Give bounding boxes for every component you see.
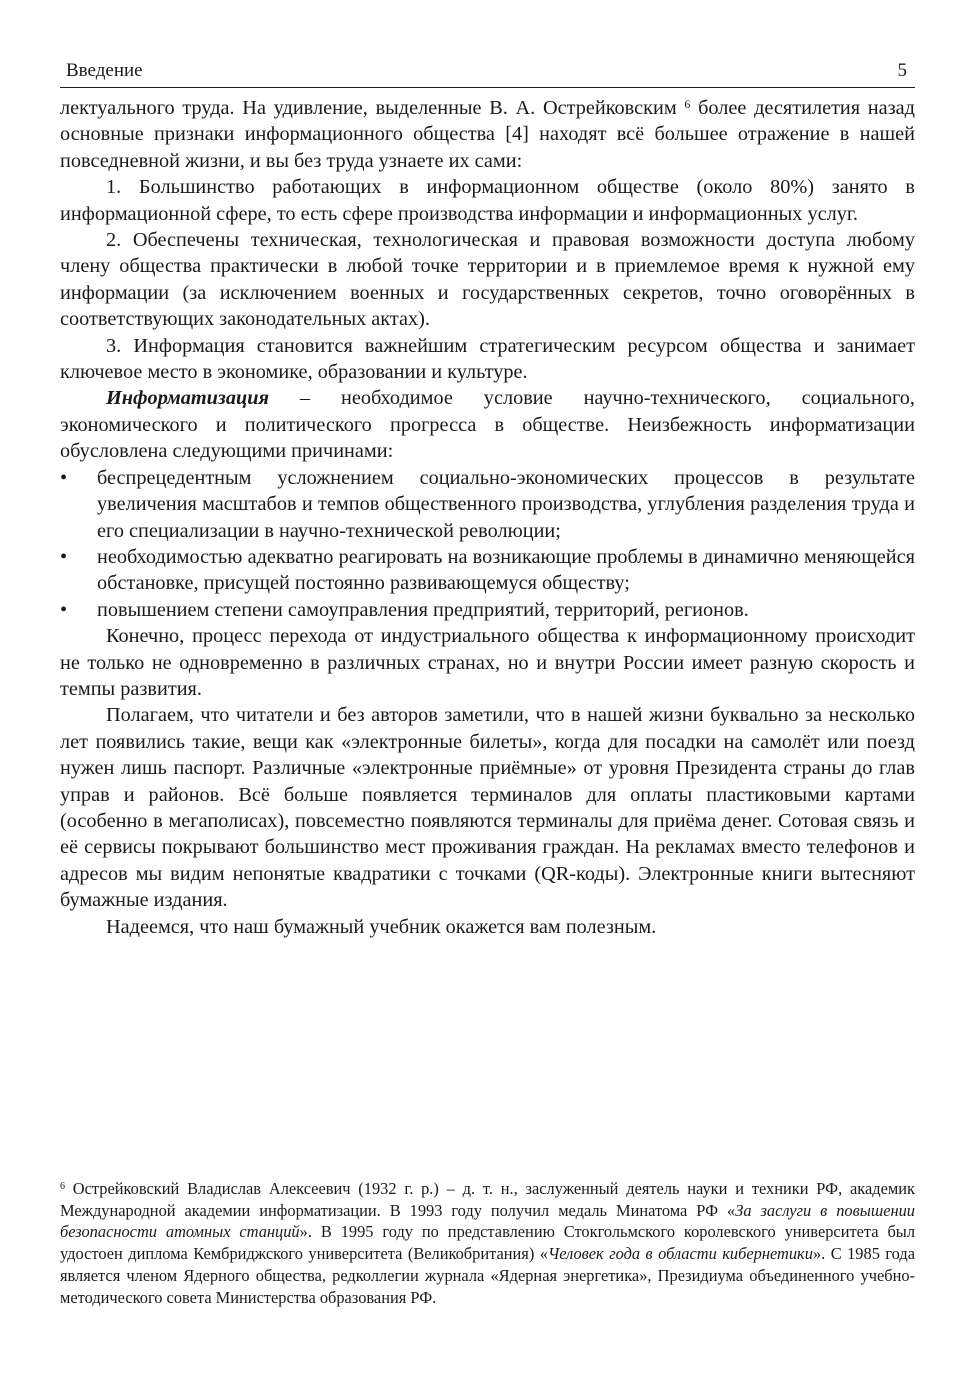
main-text: [60, 95, 915, 940]
intro-text-cont: более десятилетия назад основные признаки информационного общества [4] находят всё большее отражение в нашей повседневной жизни, и вы без труда узнаете их сами:: [60, 97, 915, 172]
list-item: [60, 544, 915, 597]
bullet-icon: •: [60, 598, 68, 621]
bullet-icon: •: [60, 545, 68, 568]
numbered-item-3: 3. Информация становится важнейшим стратегическим ресурсом общества и занимает ключевое место в экономике, образовании и культуре.: [60, 334, 915, 384]
bullet-icon: •: [60, 466, 68, 489]
numbered-item-2: 2. Обеспечены техническая, технологическая и правовая возможности доступа любому члену общества практически в любой точке территории и в приемлемое время к нужной ему информации (за исключением военных и государственных секретов, точно оговорённых в соответствующих законодательных актах).: [60, 229, 915, 331]
paragraph: Надеемся, что наш бумажный учебник окажется вам полезным.: [106, 915, 657, 938]
section-title: Введение: [66, 60, 143, 81]
footnote-ref[interactable]: 6: [684, 97, 691, 111]
definition-text: – необходимое условие научно-технического, социального, экономического и политического прогресса в обществе. Неизбежность информатизации обусловлена следующими причинами:: [60, 387, 915, 463]
list-item-text: повышением степени самоуправления предприятий, территорий, регионов.: [97, 598, 749, 621]
footnote-text: ». В 1995 году по представлению Стокгольмского королевского университета был удостоен диплома Кембриджского университета (Великобритания) «: [60, 1222, 915, 1264]
definition-paragraph: [60, 385, 915, 464]
paragraph: Полагаем, что читатели и без авторов заметили, что в нашей жизни буквально за несколько лет появились такие, вещи как «электронные билеты», когда для посадки на самолёт или поезд нужен лишь паспорт. Различные «электронные приёмные» от уровня Президента страны до глав управ и районов. Всё больше появляется терминалов для оплаты пластиковыми картами (особенно в мегаполисах), повсеместно появляются терминалы для приёма денег. Сотовая связь и её сервисы покрывают большинство мест проживания граждан. На рекламах вместо телефонов и адресов мы видим непонятые квадратики с точками (QR-коды). Электронные книги вытесняют бумажные издания.: [60, 704, 915, 912]
award-title: За заслуги в повышении безопасности атомных станций: [60, 1200, 915, 1242]
footnote: [60, 1178, 915, 1308]
list-item: [60, 597, 915, 623]
footnote-mark: 6: [60, 1181, 65, 1192]
footnote-text: ». С 1985 года является членом Ядерного общества, редколлегии журнала «Ядерная энергетика», Президиума объединенного учебно-методического совета Министерства образования РФ.: [60, 1244, 916, 1307]
list-item-text: беспрецедентным усложнением социально-экономических процессов в результате увеличения масштабов и темпов общественного производства, углубления разделения труда и его специализации в научно-технической революции;: [97, 466, 915, 542]
numbered-item-1: 1. Большинство работающих в информационном обществе (около 80%) занято в информационной сфере, то есть сфере производства информации и информационных услуг.: [60, 176, 915, 225]
page-number: 5: [897, 60, 907, 81]
running-header: [60, 59, 915, 88]
footnote-text: Острейковский Владислав Алексеевич (1932 г. р.) – д. т. н., заслуженный деятель науки и техники РФ, академик Международной академии информатизации. В 1993 году получил медаль Минатома РФ «: [60, 1179, 915, 1220]
list-item: [60, 465, 915, 544]
award-title: Человек года в области кибернетики: [547, 1244, 813, 1264]
paragraph: Конечно, процесс перехода от индустриального общества к информационному происходит не только не одновременно в различных странах, но и внутри России имеет разную скорость и темпы развития.: [60, 625, 915, 700]
intro-paragraph: [60, 95, 915, 174]
intro-text: лектуального труда. На удивление, выделенные В. А. Острейковским: [60, 97, 677, 119]
defined-term: Информатизация: [106, 387, 269, 410]
list-item-text: необходимостью адекватно реагировать на возникающие проблемы в динамично меняющейся обстановке, присущей постоянно развивающемуся обществу;: [97, 545, 915, 595]
reasons-list: [60, 465, 915, 623]
